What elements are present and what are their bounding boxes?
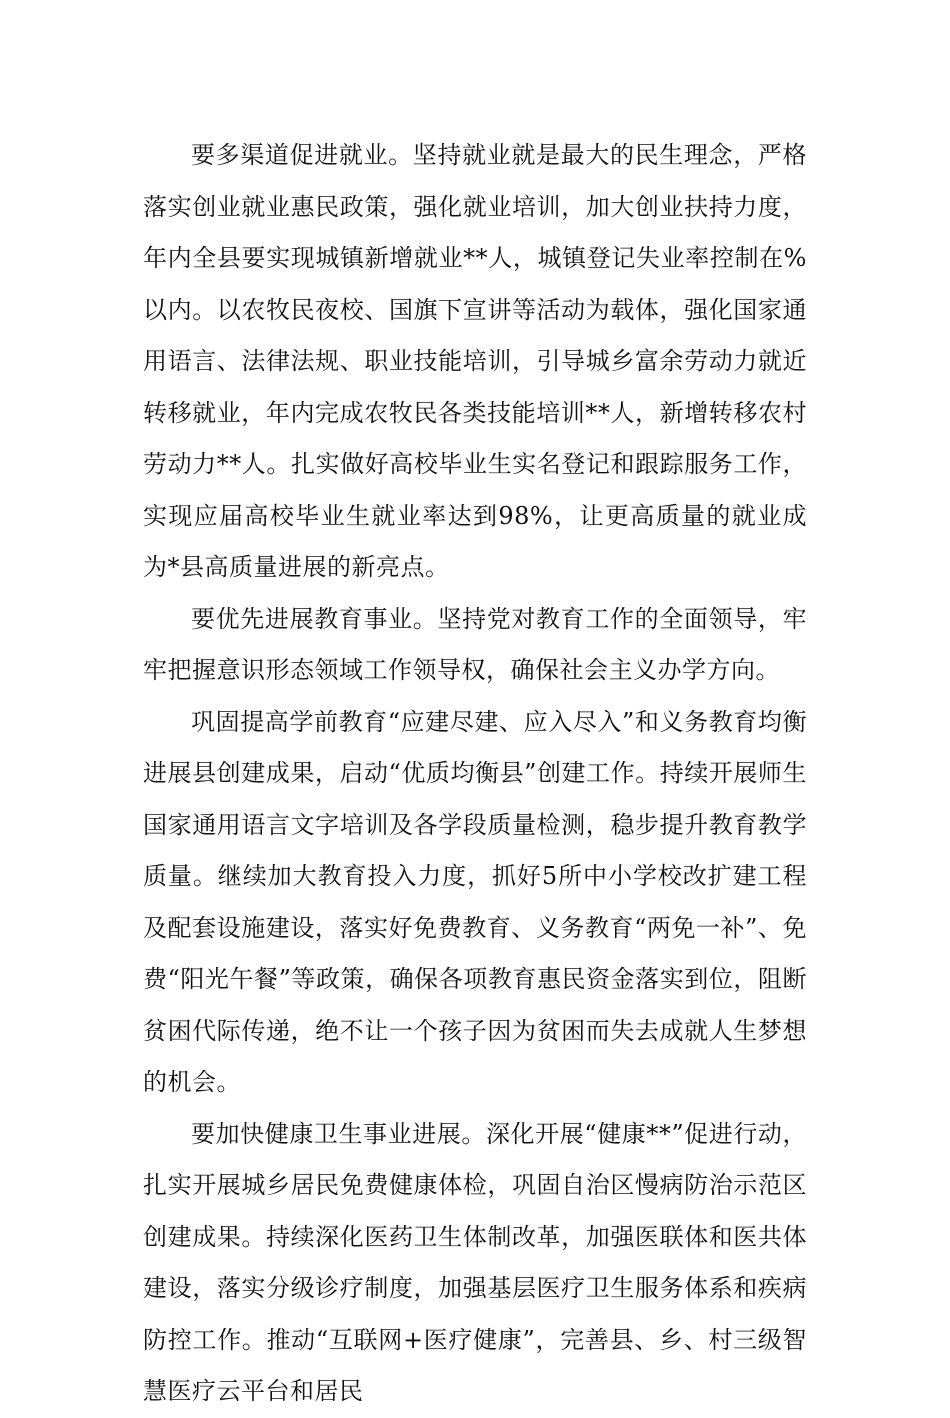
document-body xyxy=(143,130,807,1418)
paragraph-education-detail: 巩固提高学前教育“应建尽建、应入尽入”和义务教育均衡进展县创建成果，启动“优质均衡县”创建工作。持续开展师生国家通用语言文字培训及各学段质量检测，稳步提升教育教学质量。继续加大教育投入力度，抓好5所中小学校改扩建工程及配套设施建设，落实好免费教育、义务教育“两免一补”、免费“阳光午餐”等政策，确保各项教育惠民资金落实到位，阻断贫困代际传递，绝不让一个孩子因为贫困而失去成就人生梦想的机会。 xyxy=(143,707,807,1096)
paragraph-employment: 要多渠道促进就业。坚持就业就是最大的民生理念，严格落实创业就业惠民政策，强化就业培训，加大创业扶持力度，年内全县要实现城镇新增就业**人，城镇登记失业率控制在%以内。以农牧民夜校、国旗下宣讲等活动为载体，强化国家通用语言、法律法规、职业技能培训，引导城乡富余劳动力就近转移就业，年内完成农牧民各类技能培训**人，新增转移农村劳动力**人。扎实做好高校毕业生实名登记和跟踪服务工作，实现应届高校毕业生就业率达到98%，让更高质量的就业成为*县高质量进展的新亮点。 xyxy=(143,141,807,581)
paragraph-education-intro: 要优先进展教育事业。坚持党对教育工作的全面领导，牢牢把握意识形态领域工作领导权，确保社会主义办学方向。 xyxy=(143,604,807,684)
paragraph-health: 要加快健康卫生事业进展。深化开展“健康**”促进行动，扎实开展城乡居民免费健康体检，巩固自治区慢病防治示范区创建成果。持续深化医药卫生体制改革，加强医联体和医共体建设，落实分级诊疗制度，加强基层医疗卫生服务体系和疾病防控工作。推动“互联网+医疗健康”，完善县、乡、村三级智慧医疗云平台和居民 xyxy=(143,1119,807,1405)
